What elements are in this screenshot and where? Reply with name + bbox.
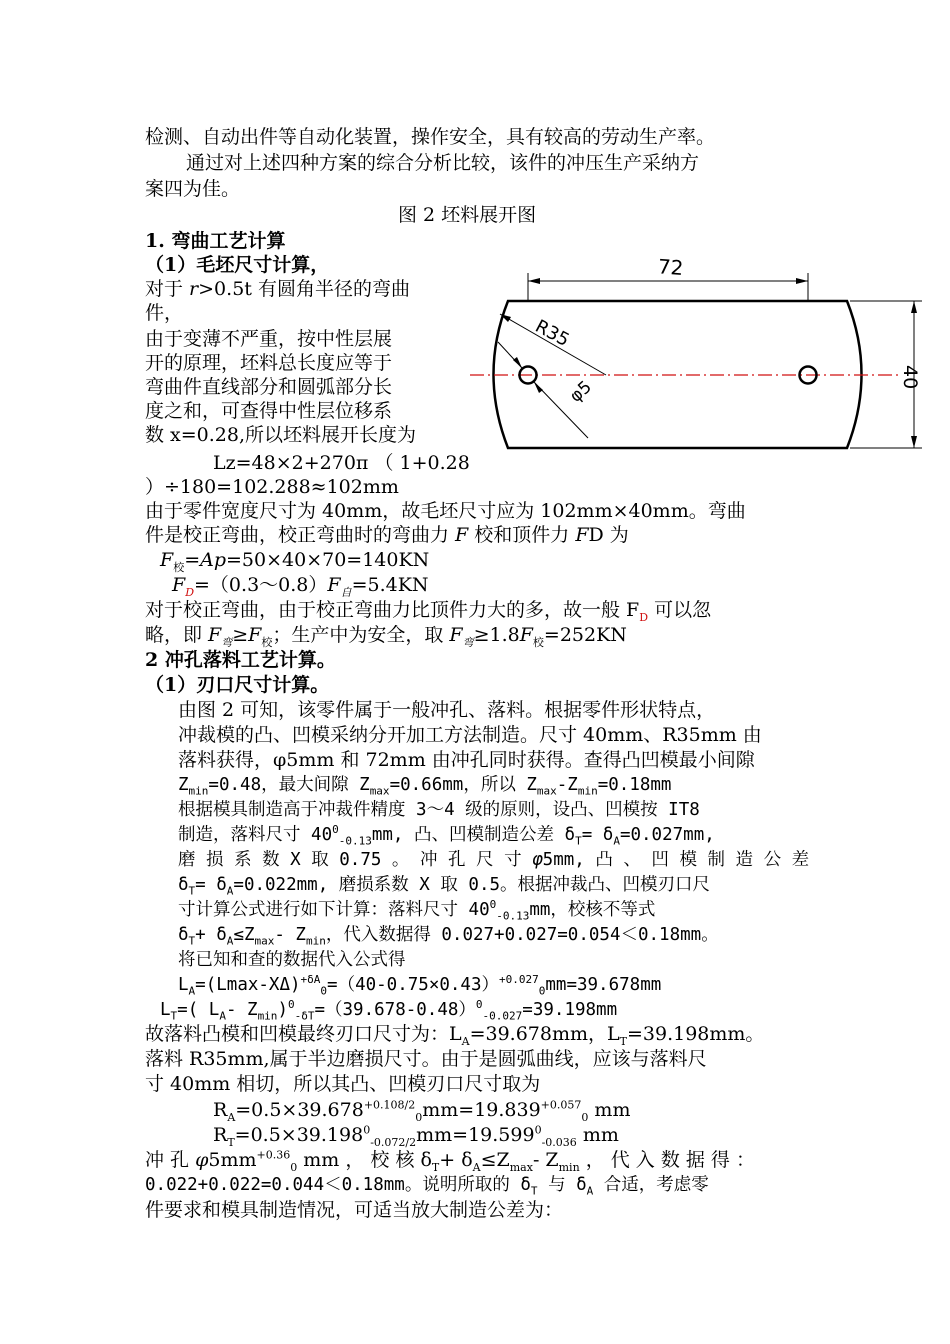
s2-formula-lt: $L_T=$( $L_A-$ $Z_{min})^0_{-\delta T}=(39.678-0.48)^0_{-0.027}=39.198mm$ bbox=[160, 998, 618, 1023]
s2-line-9: 寸计算公式进行如下计算：落料尺寸 $40^0_{-0.13}mm$，校核不等式 bbox=[178, 898, 656, 923]
blank-development-drawing bbox=[470, 248, 940, 463]
section1-heading: 1. 弯曲工艺计算 bbox=[145, 230, 286, 252]
s1-formula-fd: $F_D=(0.3\sim 0.8)F_自=5.4KN$ bbox=[172, 574, 429, 599]
s2-formula-ra: $R_A=0.5\times 39.678^{+0.108/2}_0mm=19.839^{+0.057}_0$ mm bbox=[213, 1098, 631, 1124]
intro-line-1: 检测、自动出件等自动化装置，操作安全，具有较高的劳动生产率。 bbox=[145, 126, 716, 148]
s1-p2-line2: 开的原理，坯料总长度应等于 bbox=[145, 352, 393, 374]
figure-caption: 图 2 坯料展开图 bbox=[398, 204, 537, 226]
dim-40-arrow-top bbox=[911, 301, 917, 313]
s2-line-19: 冲 孔 $\varphi 5mm^{+0.36}_0$ mm ， 校 核 $\delta_T+ \delta_A\le Z_{max}-$ $Z_{min}$ ， 代 入 数 据 得 ： bbox=[145, 1148, 755, 1174]
dim-phi5-label: φ5 bbox=[565, 377, 596, 407]
s2-line-4: $Z_{min}=0.48$，最大间隙 $Z_{max}=0.66mm$，所以 $Z_{max}-Z_{min}=0.18mm$ bbox=[178, 775, 672, 798]
dim-40-label: 40 bbox=[899, 365, 921, 390]
s1-p4-line2: 略，即 $F_弯\ge F_校$；生产中为安全，取 $F_弯\ge 1.8F_校=252KN$ bbox=[145, 624, 627, 649]
intro-line-2: 通过对上述四种方案的综合分析比较，该件的冲压生产采纳方 bbox=[186, 152, 700, 174]
dim-72-arrow-left bbox=[528, 278, 540, 284]
dim-72-label: 72 bbox=[657, 254, 685, 281]
s2-line-6: 制造，落料尺寸 $40^0_{-0.13}mm$, 凸、凹模制造公差 $\delta_T= \delta_A=0.027mm$, bbox=[178, 823, 715, 848]
s2-line-10: $\delta_T+ \delta_A\le Z_{max}-$ $Z_{min}$，代入数据得 0.027+0.027=0.054＜0.18mm。 bbox=[178, 925, 719, 948]
s2-line-8: $\delta_T= \delta_A=0.022mm$, 磨损系数 X 取 0.5。根据冲裁凸、凹模刃口尺 bbox=[178, 875, 711, 898]
s2-line-16: 寸 40mm 相切，所以其凸、凹模刃口尺寸取为 bbox=[145, 1073, 541, 1095]
s2-line-1: 由图 2 可知，该零件属于一般冲孔、落料。根据零件形状特点， bbox=[178, 699, 716, 721]
s1-p2-line4: 度之和，可查得中性层位移系 bbox=[145, 400, 393, 422]
intro-line-3: 案四为佳。 bbox=[145, 178, 241, 200]
s2-line-3: 落料获得，φ5mm 和 72mm 由冲孔同时获得。查得凸凹模最小间隙 bbox=[178, 749, 755, 771]
s1-p4-line1: 对于校正弯曲，由于校正弯曲力比顶件力大的多，故一般 $F_D$ 可以忽 bbox=[145, 599, 712, 624]
s2-line-7: 磨 损 系 数 X 取 0.75 。 冲 孔 尺 寸 φ5mm, 凸 、 凹 模 制 造 公 差 bbox=[178, 850, 810, 870]
s2-formula-rt: $R_T=0.5\times 39.198^0_{-0.072/2}mm=19.599^0_{-0.036}$ mm bbox=[213, 1123, 619, 1149]
s2-line-15: 落料 R35mm,属于半边磨损尺寸。由于是圆弧曲线，应该与落料尺 bbox=[145, 1048, 707, 1070]
section2-sub1: （1）刃口尺寸计算。 bbox=[145, 674, 330, 696]
s1-formula-lz: Lz=48×2+270π （ 1+0.28 bbox=[213, 452, 470, 474]
s1-p2-line1: 由于变薄不严重，按中性层展 bbox=[145, 328, 393, 350]
section2-heading: 2 冲孔落料工艺计算。 bbox=[145, 649, 336, 671]
s2-line-5: 根据模具制造高于冲裁件精度 3～4 级的原则，设凸、凹模按 IT8 bbox=[178, 800, 700, 820]
s1-p1-line2: 件， bbox=[145, 302, 184, 324]
s2-line-21: 件要求和模具制造情况，可适当放大制造公差为： bbox=[145, 1199, 564, 1221]
dim-phi5-arrow-b bbox=[534, 382, 543, 393]
dim-phi5-arrow-a bbox=[513, 357, 522, 368]
s2-line-2: 冲裁模的凸、凹模采纳分开加工方法制造。尺寸 40mm、R35mm 由 bbox=[178, 724, 762, 746]
s2-formula-la: $L_A=(Lmax-X\Delta)^{+\delta A}_0=(40-0.75\times 0.43)^{+0.027}_0mm=39.678mm$ bbox=[178, 973, 662, 998]
s1-formula-lz-cont: ）÷180=102.288≈102mm bbox=[145, 476, 399, 498]
s1-p2-line5: 数 x=0.28,所以坯料展开长度为 bbox=[145, 424, 417, 446]
s2-line-20: 0.022+0.022=0.044＜0.18mm。说明所取的 $\delta_T$ 与 $\delta_A$ 合适，考虑零 bbox=[145, 1175, 709, 1198]
dim-72-arrow-right bbox=[796, 278, 808, 284]
s1-formula-fjiao: $F_校=Ap=50\times 40\times 70=140KN$ bbox=[160, 549, 430, 574]
s1-p1-line1: 对于 r>0.5t 有圆角半径的弯曲 bbox=[145, 278, 410, 300]
s1-p2-line3: 弯曲件直线部分和圆弧部分长 bbox=[145, 376, 393, 398]
dim-r35-label: R35 bbox=[531, 315, 573, 352]
s2-line-14: 故落料凸模和凹模最终刃口尺寸为：$L_A=39.678mm$，$L_T=39.198mm$。 bbox=[145, 1023, 765, 1048]
s1-p3-line1: 由于零件宽度尺寸为 40mm，故毛坯尺寸应为 102mm×40mm。弯曲 bbox=[145, 500, 746, 522]
dim-40-arrow-bottom bbox=[911, 436, 917, 448]
s1-p3-line2: 件是校正弯曲，校正弯曲时的弯曲力 F 校和顶件力 FD 为 bbox=[145, 524, 629, 546]
s2-line-11: 将已知和查的数据代入公式得 bbox=[178, 950, 406, 970]
section1-sub1: （1）毛坯尺寸计算， bbox=[145, 254, 330, 276]
